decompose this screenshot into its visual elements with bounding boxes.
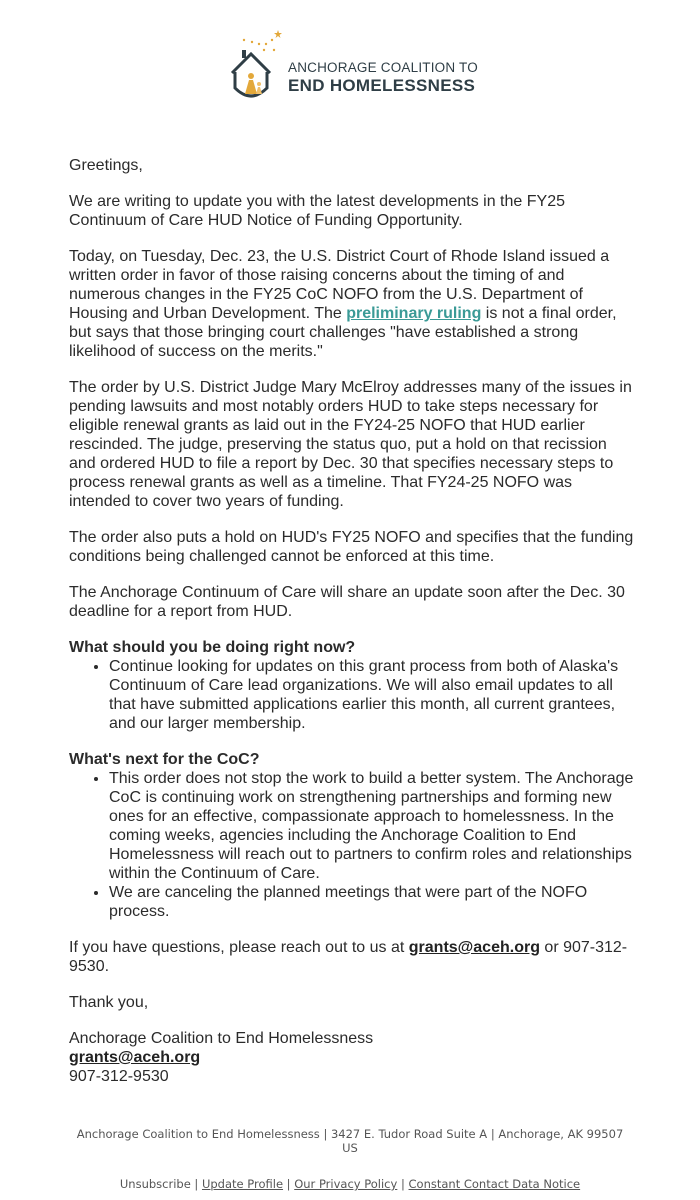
signature-email-link[interactable]: grants@aceh.org — [69, 1049, 201, 1066]
preliminary-ruling-link[interactable]: preliminary ruling — [346, 305, 482, 322]
unsubscribe-link[interactable]: Unsubscribe — [119, 1177, 191, 1191]
list-item: • We are canceling the planned meetings that were part of the NOFO process. — [109, 883, 634, 921]
email-body — [69, 156, 634, 1086]
next-list — [69, 769, 634, 921]
signature-org: Anchorage Coalition to End Homelessness — [69, 1030, 374, 1047]
now-list — [69, 657, 634, 733]
hold-paragraph: The order also puts a hold on HUD's FY25 NOFO and specifies that the funding conditions being challenged cannot be enforced at this time. — [69, 529, 634, 565]
list-item: • This order does not stop the work to build a better system. The Anchorage CoC is continuing work on strengthening partnerships and forming new ones for an effective, compassionate approach to homelessness. In the coming weeks, agencies including the Anchorage Coalition to End Homelessness will reach out to partners to confirm roles and relationships within the Continuum of Care. — [109, 769, 634, 883]
list-item: • Continue looking for updates on this grant process from both of Alaska's Continuum of Care lead organizations. We will also email updates to all that have submitted applications earlier this month, all current grantees, and our larger membership. — [109, 657, 634, 733]
greeting: Greetings, — [69, 157, 143, 174]
footer — [70, 1127, 630, 1191]
update-paragraph: The Anchorage Continuum of Care will share an update soon after the Dec. 30 deadline for a report from HUD. — [69, 584, 625, 620]
privacy-policy-link[interactable]: Our Privacy Policy — [294, 1177, 398, 1191]
section-heading-next: What's next for the CoC? — [69, 751, 260, 768]
logo-line-1: ANCHORAGE COALITION TO — [288, 60, 478, 75]
data-notice-link[interactable]: Constant Contact Data Notice — [408, 1177, 581, 1191]
separator: | — [283, 1177, 295, 1191]
logo-line-2: END HOMELESSNESS — [288, 76, 476, 95]
footer-address: Anchorage Coalition to End Homelessness | 3427 E. Tudor Road Suite A | Anchorage, AK 99507 US — [76, 1127, 624, 1155]
questions-text: If you have questions, please reach out to us at — [69, 939, 409, 956]
order-paragraph: The order by U.S. District Judge Mary McElroy addresses many of the issues in pending lawsuits and most notably orders HUD to take steps necessary for eligible renewal grants as laid out in the FY24-25 NOFO that HUD earlier rescinded. The judge, preserving the status quo, put a hold on that recission and ordered HUD to file a report by Dec. 30 that specifies necessary steps to process renewal grants as well as a timeline. That FY24-25 NOFO was intended to cover two years of funding. — [69, 379, 632, 510]
email-link[interactable]: grants@aceh.org — [408, 939, 540, 956]
aceh-logo — [226, 28, 486, 103]
ruling-text-cont: is not a final order, but says that those bringing court challenges "have established a strong likelihood of success on the merits." — [69, 305, 617, 360]
questions-phone: or 907-312-9530. — [69, 939, 628, 975]
signature-phone: 907-312-9530 — [69, 1068, 169, 1085]
update-profile-link[interactable]: Update Profile — [201, 1177, 284, 1191]
section-heading-now: What should you be doing right now? — [69, 639, 356, 656]
separator: | — [397, 1177, 409, 1191]
thanks: Thank you, — [69, 994, 149, 1011]
questions-paragraph — [69, 938, 634, 976]
house-logo-icon — [226, 28, 286, 103]
ruling-text: Today, on Tuesday, Dec. 23, the U.S. District Court of Rhode Island issued a written order in favor of those raising concerns about the timing of and numerous changes in the FY25 CoC NOFO from the U.S. Department of Housing and Urban Development. The — [69, 248, 610, 322]
ruling-paragraph — [69, 247, 634, 361]
separator: | — [190, 1177, 202, 1191]
intro-paragraph: We are writing to update you with the latest developments in the FY25 Continuum of Care HUD Notice of Funding Opportunity. — [69, 193, 565, 229]
